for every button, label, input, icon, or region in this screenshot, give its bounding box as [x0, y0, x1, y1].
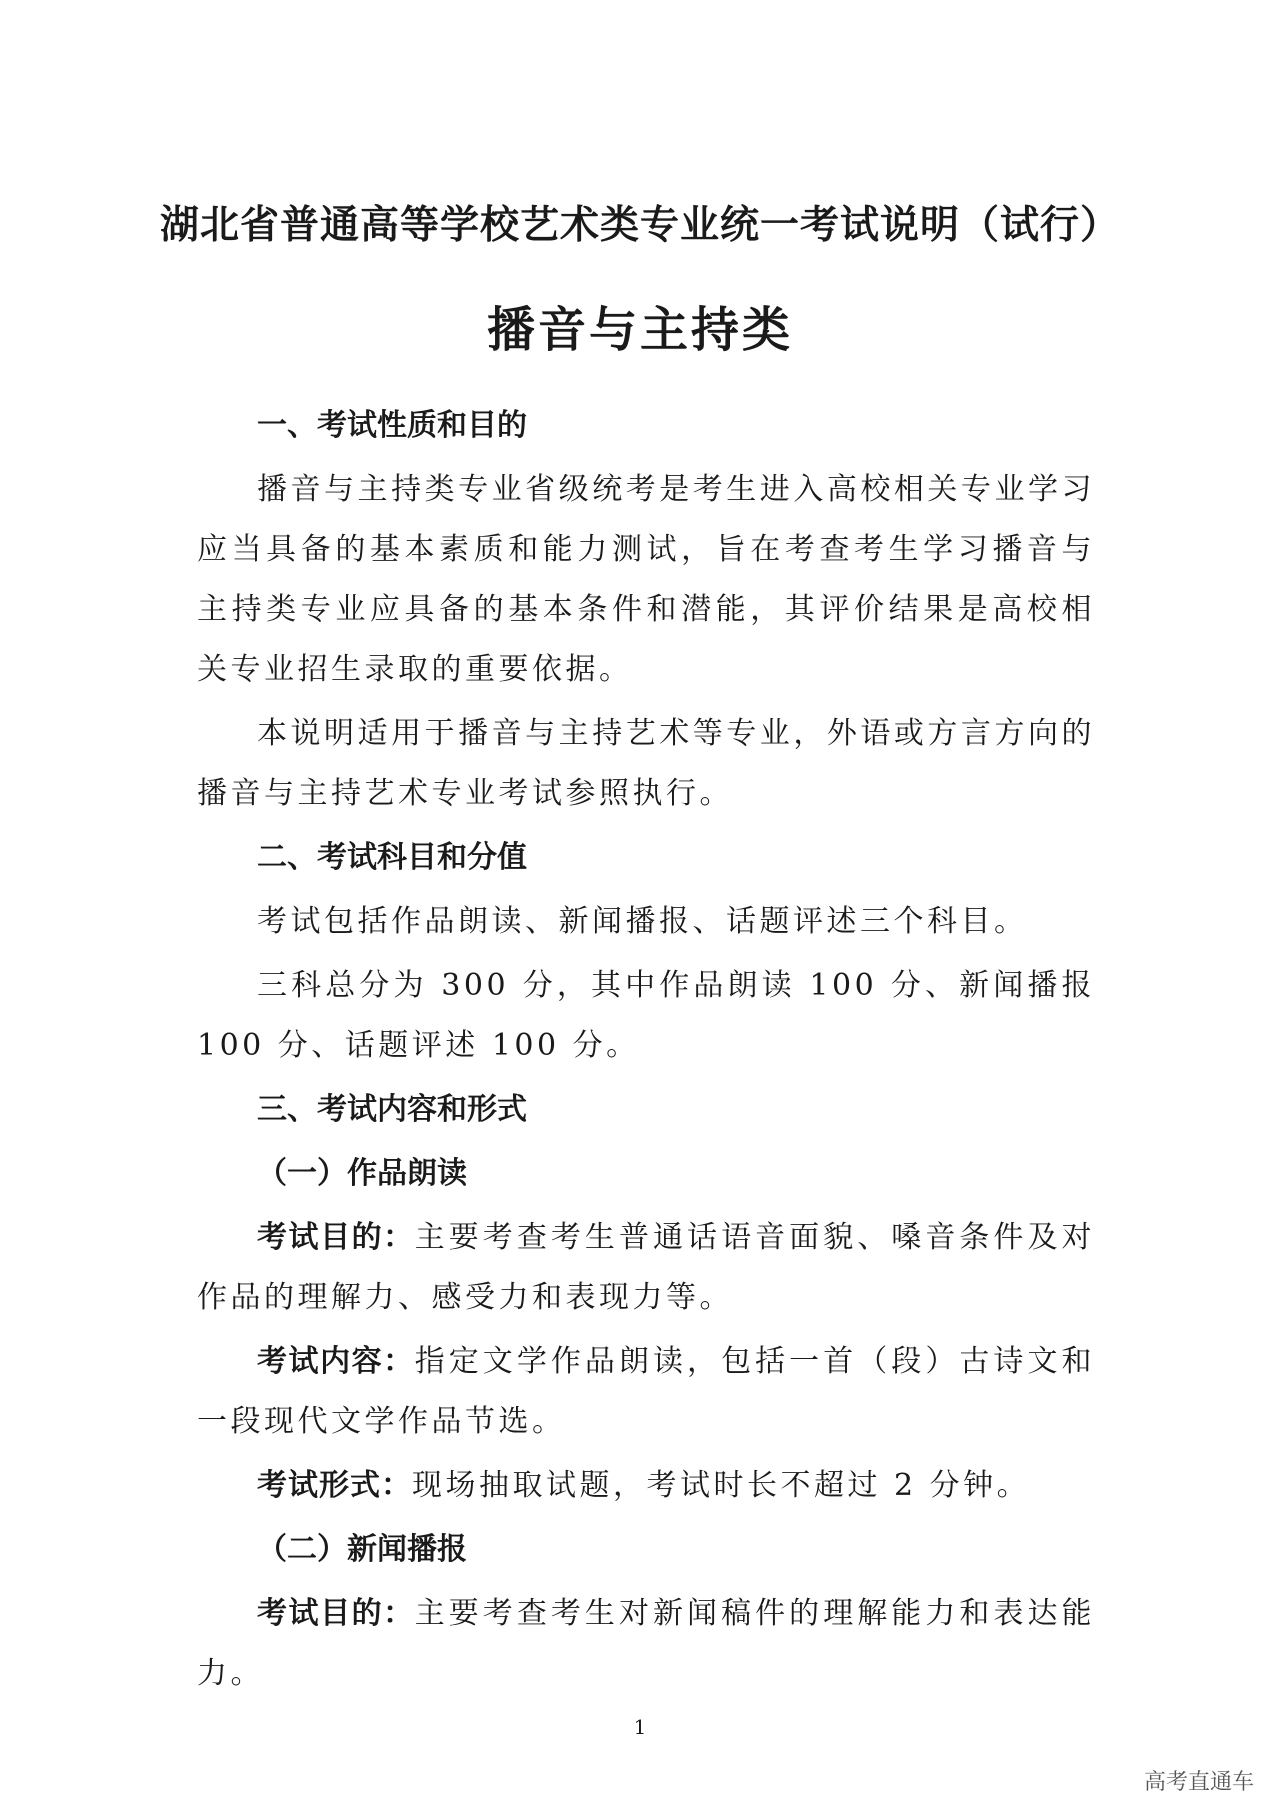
subsection-heading: （二）新闻播报 — [257, 1532, 467, 1567]
paragraph — [197, 1584, 1095, 1704]
paragraph-lead: 考试内容： — [257, 1344, 415, 1379]
document-title: 湖北省普通高等学校艺术类专业统一考试说明（试行） — [159, 203, 1120, 248]
document-body — [197, 396, 1095, 1708]
paragraph: 播音与主持类专业省级统考是考生进入高校相关专业学习应当具备的基本素质和能力测试，旨在考查考生学习播音与主持类专业应具备的基本条件和潜能，其评价结果是高校相关专业招生录取的重要依据。 — [197, 472, 1095, 687]
paragraph-text: 主要考查考生普通话语音面貌、嗓音条件及对作品的理解力、感受力和表现力等。 — [197, 1220, 1096, 1315]
paragraph-text: 现场抽取试题，考试时长不超过 2 分钟。 — [412, 1468, 1031, 1503]
paragraph — [197, 1208, 1095, 1328]
paragraph — [197, 1456, 1095, 1516]
paragraph-lead: 考试目的： — [257, 1220, 415, 1255]
paragraph: 考试包括作品朗读、新闻播报、话题评述三个科目。 — [257, 904, 1028, 939]
watermark: 高考直通车 — [1143, 1770, 1254, 1795]
paragraph: 本说明适用于播音与主持艺术等专业，外语或方言方向的播音与主持艺术专业考试参照执行。 — [197, 716, 1095, 811]
paragraph-lead: 考试目的： — [257, 1596, 415, 1631]
paragraph-text: 指定文学作品朗读，包括一首（段）古诗文和一段现代文学作品节选。 — [197, 1344, 1096, 1439]
paragraph-text: 主要考查考生对新闻稿件的理解能力和表达能力。 — [197, 1596, 1096, 1691]
subsection-heading: （一）作品朗读 — [257, 1156, 467, 1191]
paragraph-lead: 考试形式： — [257, 1468, 412, 1503]
paragraph: 三科总分为 300 分，其中作品朗读 100 分、新闻播报 100 分、话题评述 100 分。 — [197, 968, 1095, 1063]
page-number: 1 — [633, 1715, 647, 1739]
section-heading: 一、考试性质和目的 — [257, 408, 527, 443]
document-subtitle: 播音与主持类 — [486, 302, 793, 358]
section-heading: 三、考试内容和形式 — [257, 1092, 527, 1127]
section-heading: 二、考试科目和分值 — [257, 840, 527, 875]
paragraph — [197, 1332, 1095, 1452]
